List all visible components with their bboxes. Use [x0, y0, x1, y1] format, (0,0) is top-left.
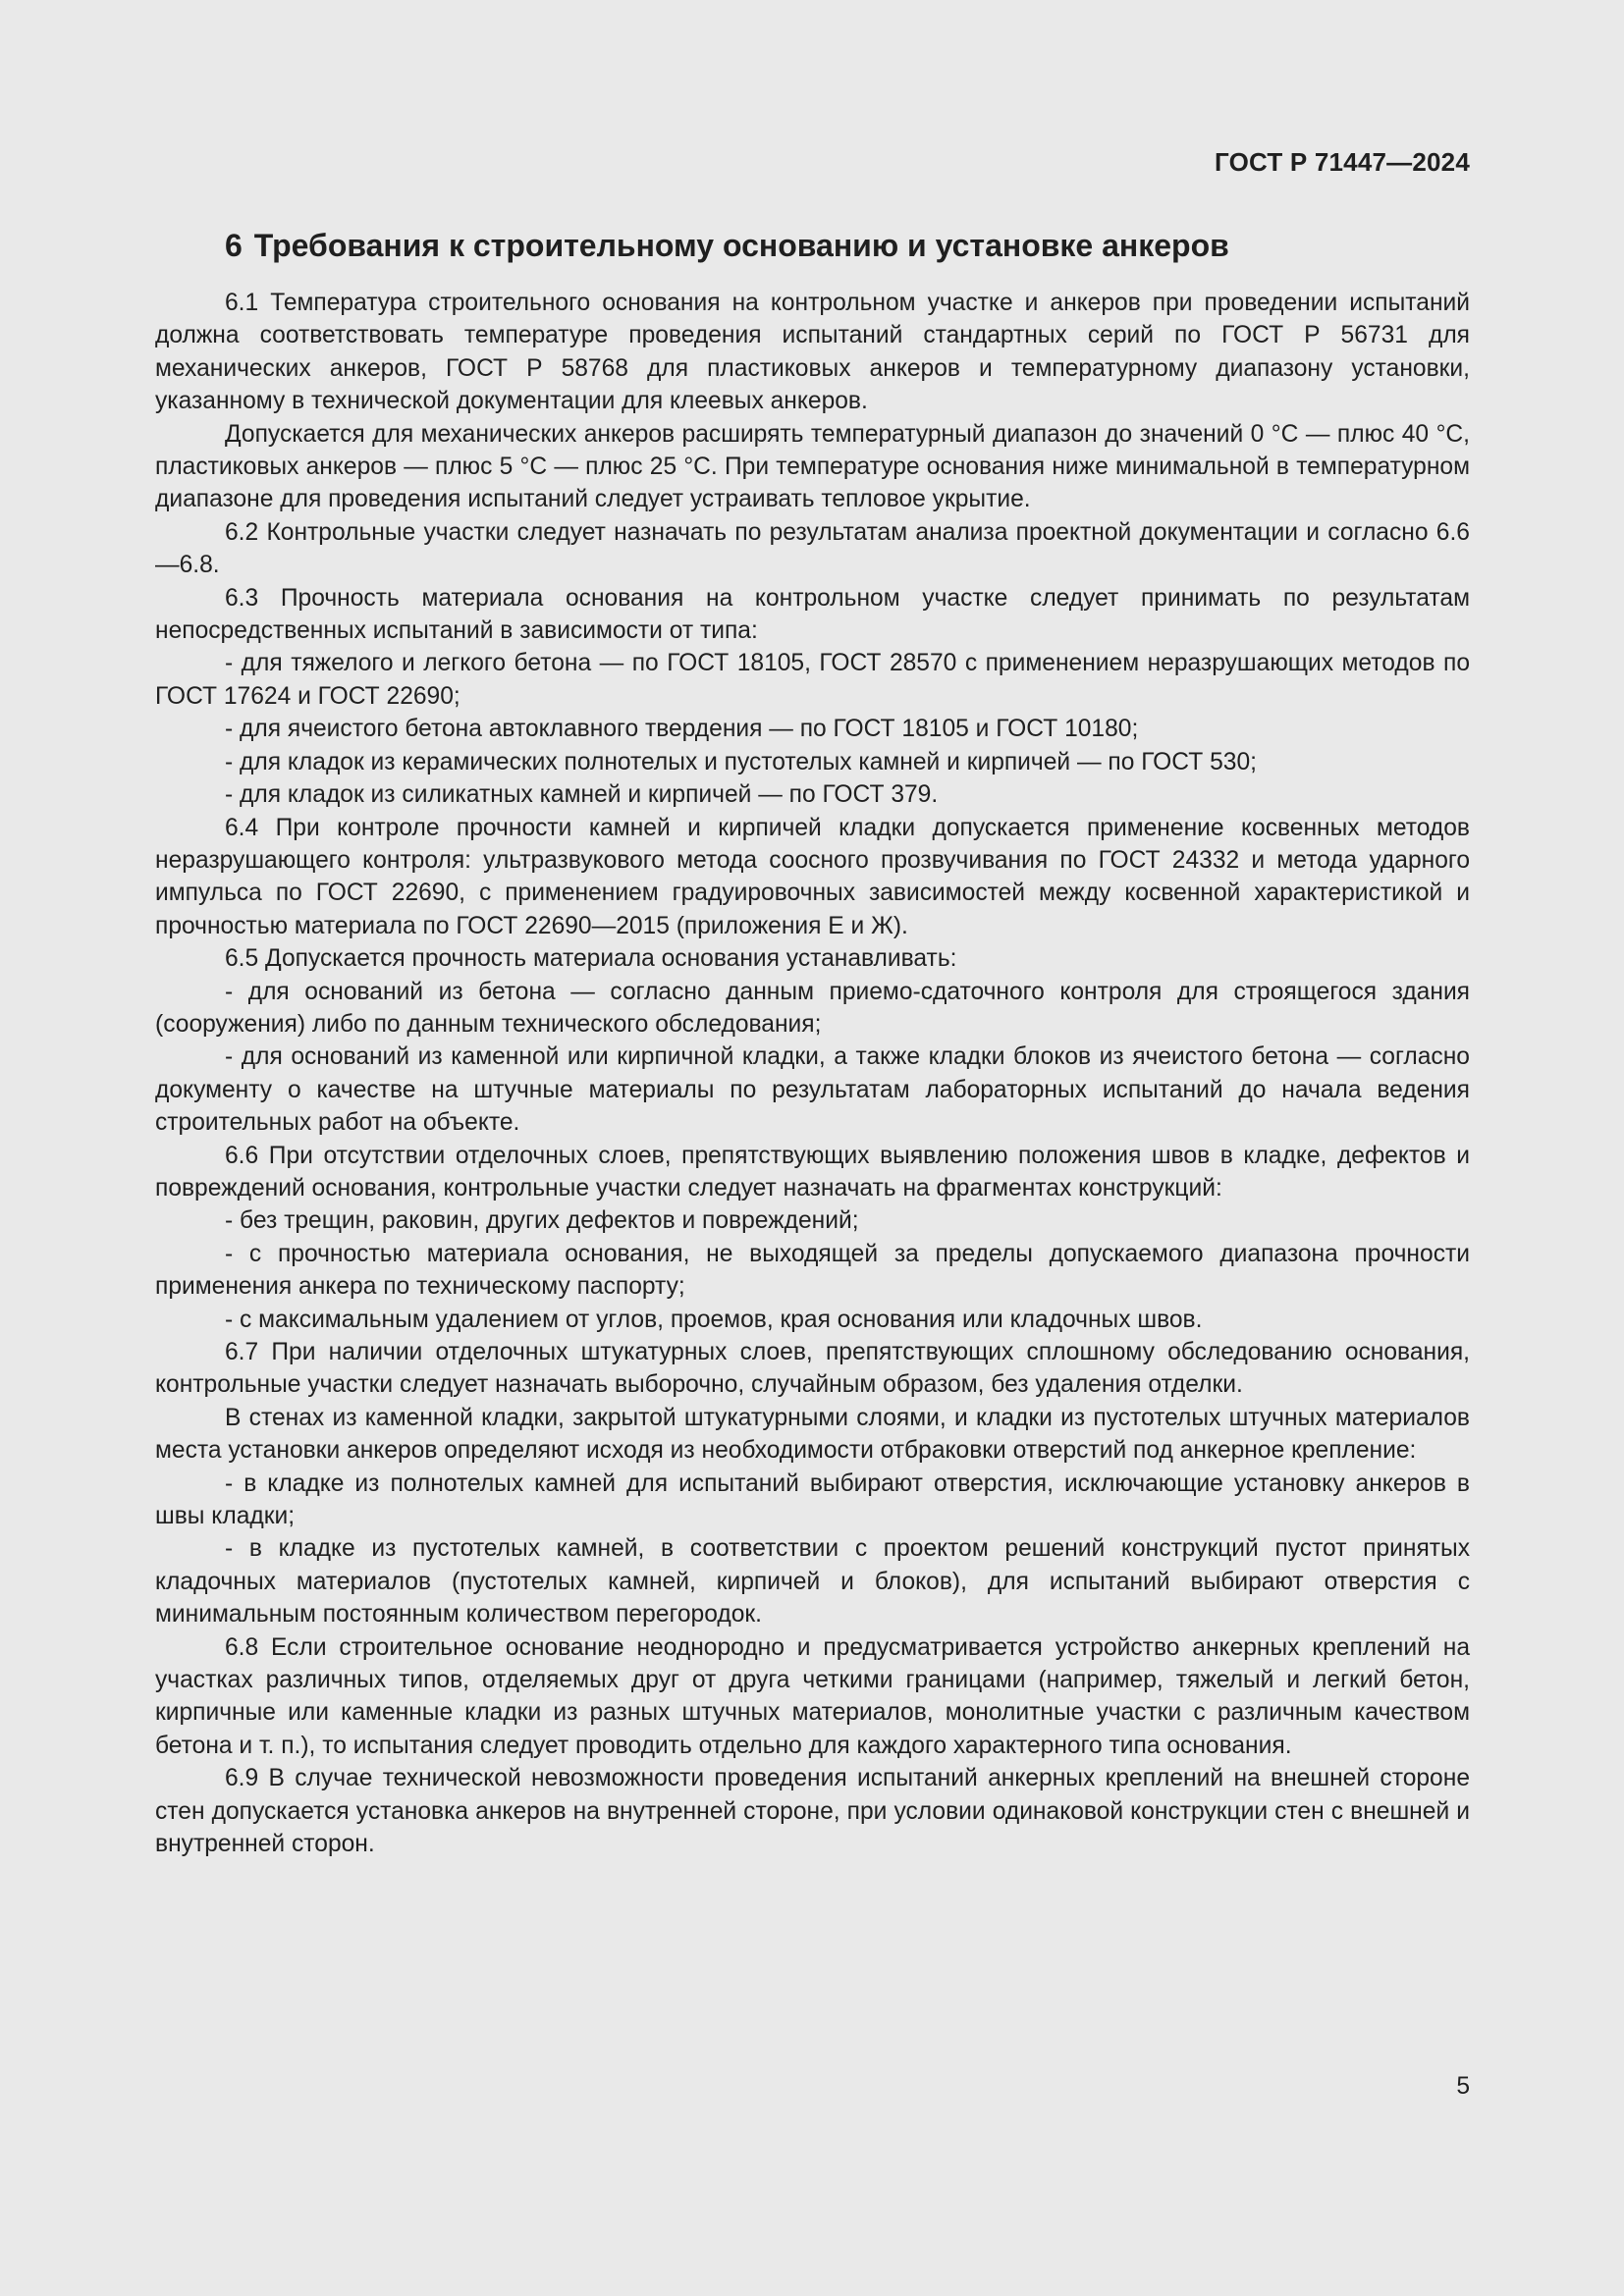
list-item: - с прочностью материала основания, не выходящей за пределы допускаемого диапазона прочности применения анкера по техническому паспорту; [155, 1240, 1470, 1301]
list-item: - для оснований из бетона — согласно данным приемо-сдаточного контроля для строящегося здания (сооружения) либо по данным технического обследования; [155, 978, 1470, 1038]
list-item: - для тяжелого и легкого бетона — по ГОСТ 18105, ГОСТ 28570 с применением неразрушающих методов по ГОСТ 17624 и ГОСТ 22690; [155, 650, 1470, 710]
paragraph-6-1-cont: Допускается для механических анкеров расширять температурный диапазон до значений 0 °С — плюс 40 °С, пластиковых анкеров — плюс 5 °С — плюс 25 °С. При температуре основания ниже минимальной в температурном диапазоне для проведения испытаний следует устраивать тепловое укрытие. [155, 420, 1470, 513]
list-item: - с максимальным удалением от углов, проемов, края основания или кладочных швов. [225, 1306, 1203, 1333]
section-body [155, 287, 1470, 1861]
paragraph-6-3: 6.3 Прочность материала основания на контрольном участке следует принимать по результатам непосредственных испытаний в зависимости от типа: [155, 584, 1470, 645]
section-title-text: Требования к строительному основанию и установке анкеров [253, 228, 1229, 263]
paragraph-6-5: 6.5 Допускается прочность материала основания устанавливать: [225, 945, 957, 973]
paragraph-6-7-cont: В стенах из каменной кладки, закрытой штукатурными слоями, и кладки из пустотелых штучных материалов места установки анкеров определяют исходя из необходимости отбраковки отверстий под анкерное крепление: [155, 1404, 1470, 1465]
section-number: 6 [225, 228, 243, 263]
paragraph-6-8: 6.8 Если строительное основание неоднородно и предусматривается устройство анкерных креплений на участках различных типов, отделяемых друг от друга четкими границами (например, тяжелый и легкий бетон, кирпичные или каменные кладки из разных штучных материалов, монолитные участки с различным качеством бетона и т. п.), то испытания следует проводить отдельно для каждого характерного типа основания. [155, 1633, 1470, 1759]
list-item: - в кладке из полнотелых камней для испытаний выбирают отверстия, исключающие установку анкеров в швы кладки; [155, 1469, 1470, 1530]
document-code: ГОСТ Р 71447—2024 [1215, 147, 1470, 177]
list-item: - для оснований из каменной или кирпичной кладки, а также кладки блоков из ячеистого бетона — согласно документу о качестве на штучные материалы по результатам лабораторных испытаний до начала ведения строительных работ на объекте. [155, 1043, 1470, 1137]
paragraph-6-9: 6.9 В случае технической невозможности проведения испытаний анкерных креплений на внешней стороне стен допускается установка анкеров на внутренней стороне, при условии одинаковой конструкции стен с внешней и внутренней сторон. [155, 1765, 1470, 1858]
list-item: - в кладке из пустотелых камней, в соответствии с проектом решений конструкций пустот принятых кладочных материалов (пустотелых камней, кирпичей и блоков), для испытаний выбирают отверстия с минимальным постоянным количеством перегородок. [155, 1535, 1470, 1629]
paragraph-6-6: 6.6 При отсутствии отделочных слоев, препятствующих выявлению положения швов в кладке, дефектов и повреждений основания, контрольные участки следует назначать на фрагментах конструкций: [155, 1142, 1470, 1201]
section-heading [225, 224, 1472, 267]
paragraph-6-1: 6.1 Температура строительного основания на контрольном участке и анкеров при проведении испытаний должна соответствовать температуре проведения испытаний стандартных серий по ГОСТ Р 56731 для механических анкеров, ГОСТ Р 58768 для пластиковых анкеров и температурному диапазону установки, указанному в технической документации для клеевых анкеров. [155, 290, 1470, 415]
paragraph-6-4: 6.4 При контроле прочности камней и кирпичей кладки допускается применение косвенных методов неразрушающего контроля: ультразвукового метода соосного прозвучивания по ГОСТ 24332 и метода ударного импульса по ГОСТ 22690, с применением градуировочных зависимостей между косвенной характеристикой и прочностью материала по ГОСТ 22690—2015 (приложения Е и Ж). [155, 814, 1470, 939]
list-item: - для кладок из керамических полнотелых и пустотелых камней и кирпичей — по ГОСТ 530; [225, 748, 1257, 775]
paragraph-6-2: 6.2 Контрольные участки следует назначать по результатам анализа проектной документации и согласно 6.6—6.8. [155, 518, 1470, 579]
page-number: 5 [1456, 2073, 1470, 2100]
list-item: - без трещин, раковин, других дефектов и повреждений; [225, 1207, 859, 1235]
list-item: - для ячеистого бетона автоклавного твердения — по ГОСТ 18105 и ГОСТ 10180; [225, 716, 1139, 743]
paragraph-6-7: 6.7 При наличии отделочных штукатурных слоев, препятствующих сплошному обследованию основания, контрольные участки следует назначать выборочно, случайным образом, без удаления отделки. [155, 1339, 1470, 1399]
list-item: - для кладок из силикатных камней и кирпичей — по ГОСТ 379. [225, 781, 939, 809]
